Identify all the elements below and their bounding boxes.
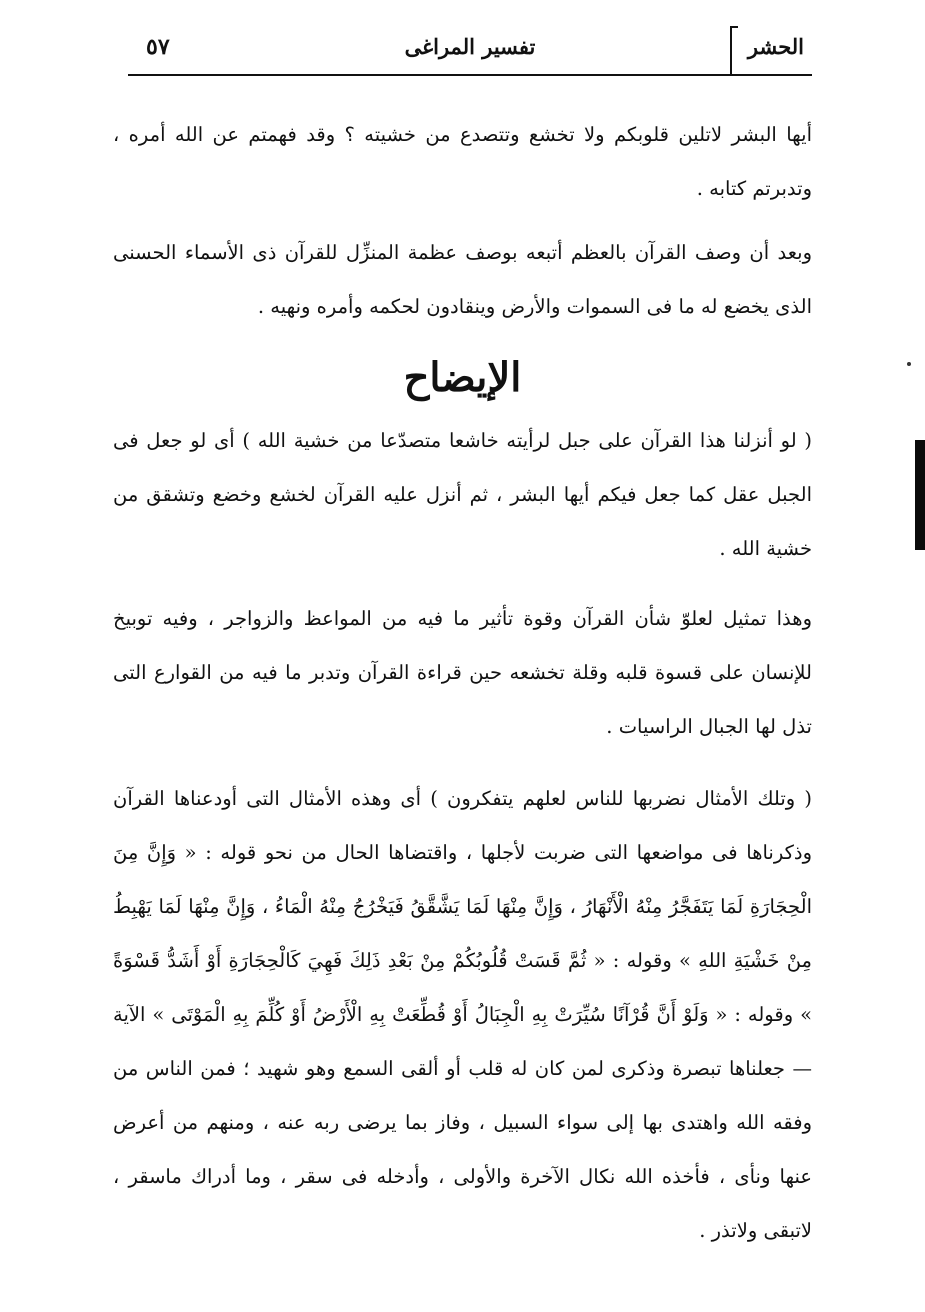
paragraph: وهذا تمثيل لعلوّ شأن القرآن وقوة تأثير ما فيه من المواعظ والزواجر ، وفيه توبيخ للإنسان على قسوة قلبه وقلة تخشعه حين قراءة القرآن وتدبر ما فيه من القوارع التى تذل لها الجبال الراسيات .	[113, 607, 812, 738]
page-header	[128, 26, 812, 76]
paragraph: أيها البشر لاتلين قلوبكم ولا تخشع وتتصدع من خشيته ؟ وقد فهمتم عن الله أمره ، وتدبرتم كتابه .	[113, 123, 812, 200]
margin-mark	[907, 362, 911, 366]
paragraph: ( لو أنزلنا هذا القرآن على جبل لرأيته خاشعا متصدّعا من خشية الله ) أى لو جعل فى الجبل عقل كما جعل فيكم أيها البشر ، ثم أنزل عليه القرآن لخشع وخضع وتشقق من خشية الله .	[113, 429, 812, 560]
header-divider	[128, 74, 812, 76]
book-title: تفسير المراغى	[404, 34, 536, 59]
scan-edge-mark	[915, 440, 925, 550]
page-number: ٥٧	[146, 34, 170, 60]
paragraph: ( وتلك الأمثال نضربها للناس لعلهم يتفكرون ) أى وهذه الأمثال التى أودعناها القرآن وذكرناها فى مواضعها التى ضربت لأجلها ، واقتضاها الحال من نحو قوله : « وَإِنَّ مِنَ الْحِجَارَةِ لَمَا يَتَفَجَّرُ مِنْهُ الْأَنْهَارُ ، وَإِنَّ مِنْهَا لَمَا يَشَّقَّقُ فَيَخْرُجُ مِنْهُ الْمَاءُ ، وَإِنَّ مِنْهَا لَمَا يَهْبِطُ مِنْ خَشْيَةِ اللهِ » وقوله : « ثُمَّ قَسَتْ قُلُوبُكُمْ مِنْ بَعْدِ ذَلِكَ فَهِيَ كَالْحِجَارَةِ أَوْ أَشَدُّ قَسْوَةً » وقوله : « وَلَوْ أَنَّ قُرْآنًا سُيِّرَتْ بِهِ الْجِبَالُ أَوْ قُطِّعَتْ بِهِ الْأَرْضُ أَوْ كُلِّمَ بِهِ الْمَوْتَى » الآية — جعلناها تبصرة وذكرى لمن كان له قلب أو ألقى السمع وهو شهيد ؛ فمن الناس من وفقه الله واهتدى بها إلى سواء السبيل ، وفاز بما يرضى ربه عنه ، ومنهم من أعرض عنها ونأى ، فأخذه الله نكال الآخرة والأولى ، وأدخله فى سقر ، وما أدراك ماسقر ، لاتبقى ولاتذر .	[113, 787, 812, 1242]
paragraph: وبعد أن وصف القرآن بالعظم أتبعه بوصف عظمة المنزِّل للقرآن ذى الأسماء الحسنى الذى يخضع له ما فى السموات والأرض وينقادون لحكمه وأمره ونهيه .	[113, 241, 812, 318]
surah-name: الحشر	[747, 34, 804, 59]
page-body	[113, 108, 812, 1258]
section-heading: الإيضاح	[403, 354, 522, 401]
